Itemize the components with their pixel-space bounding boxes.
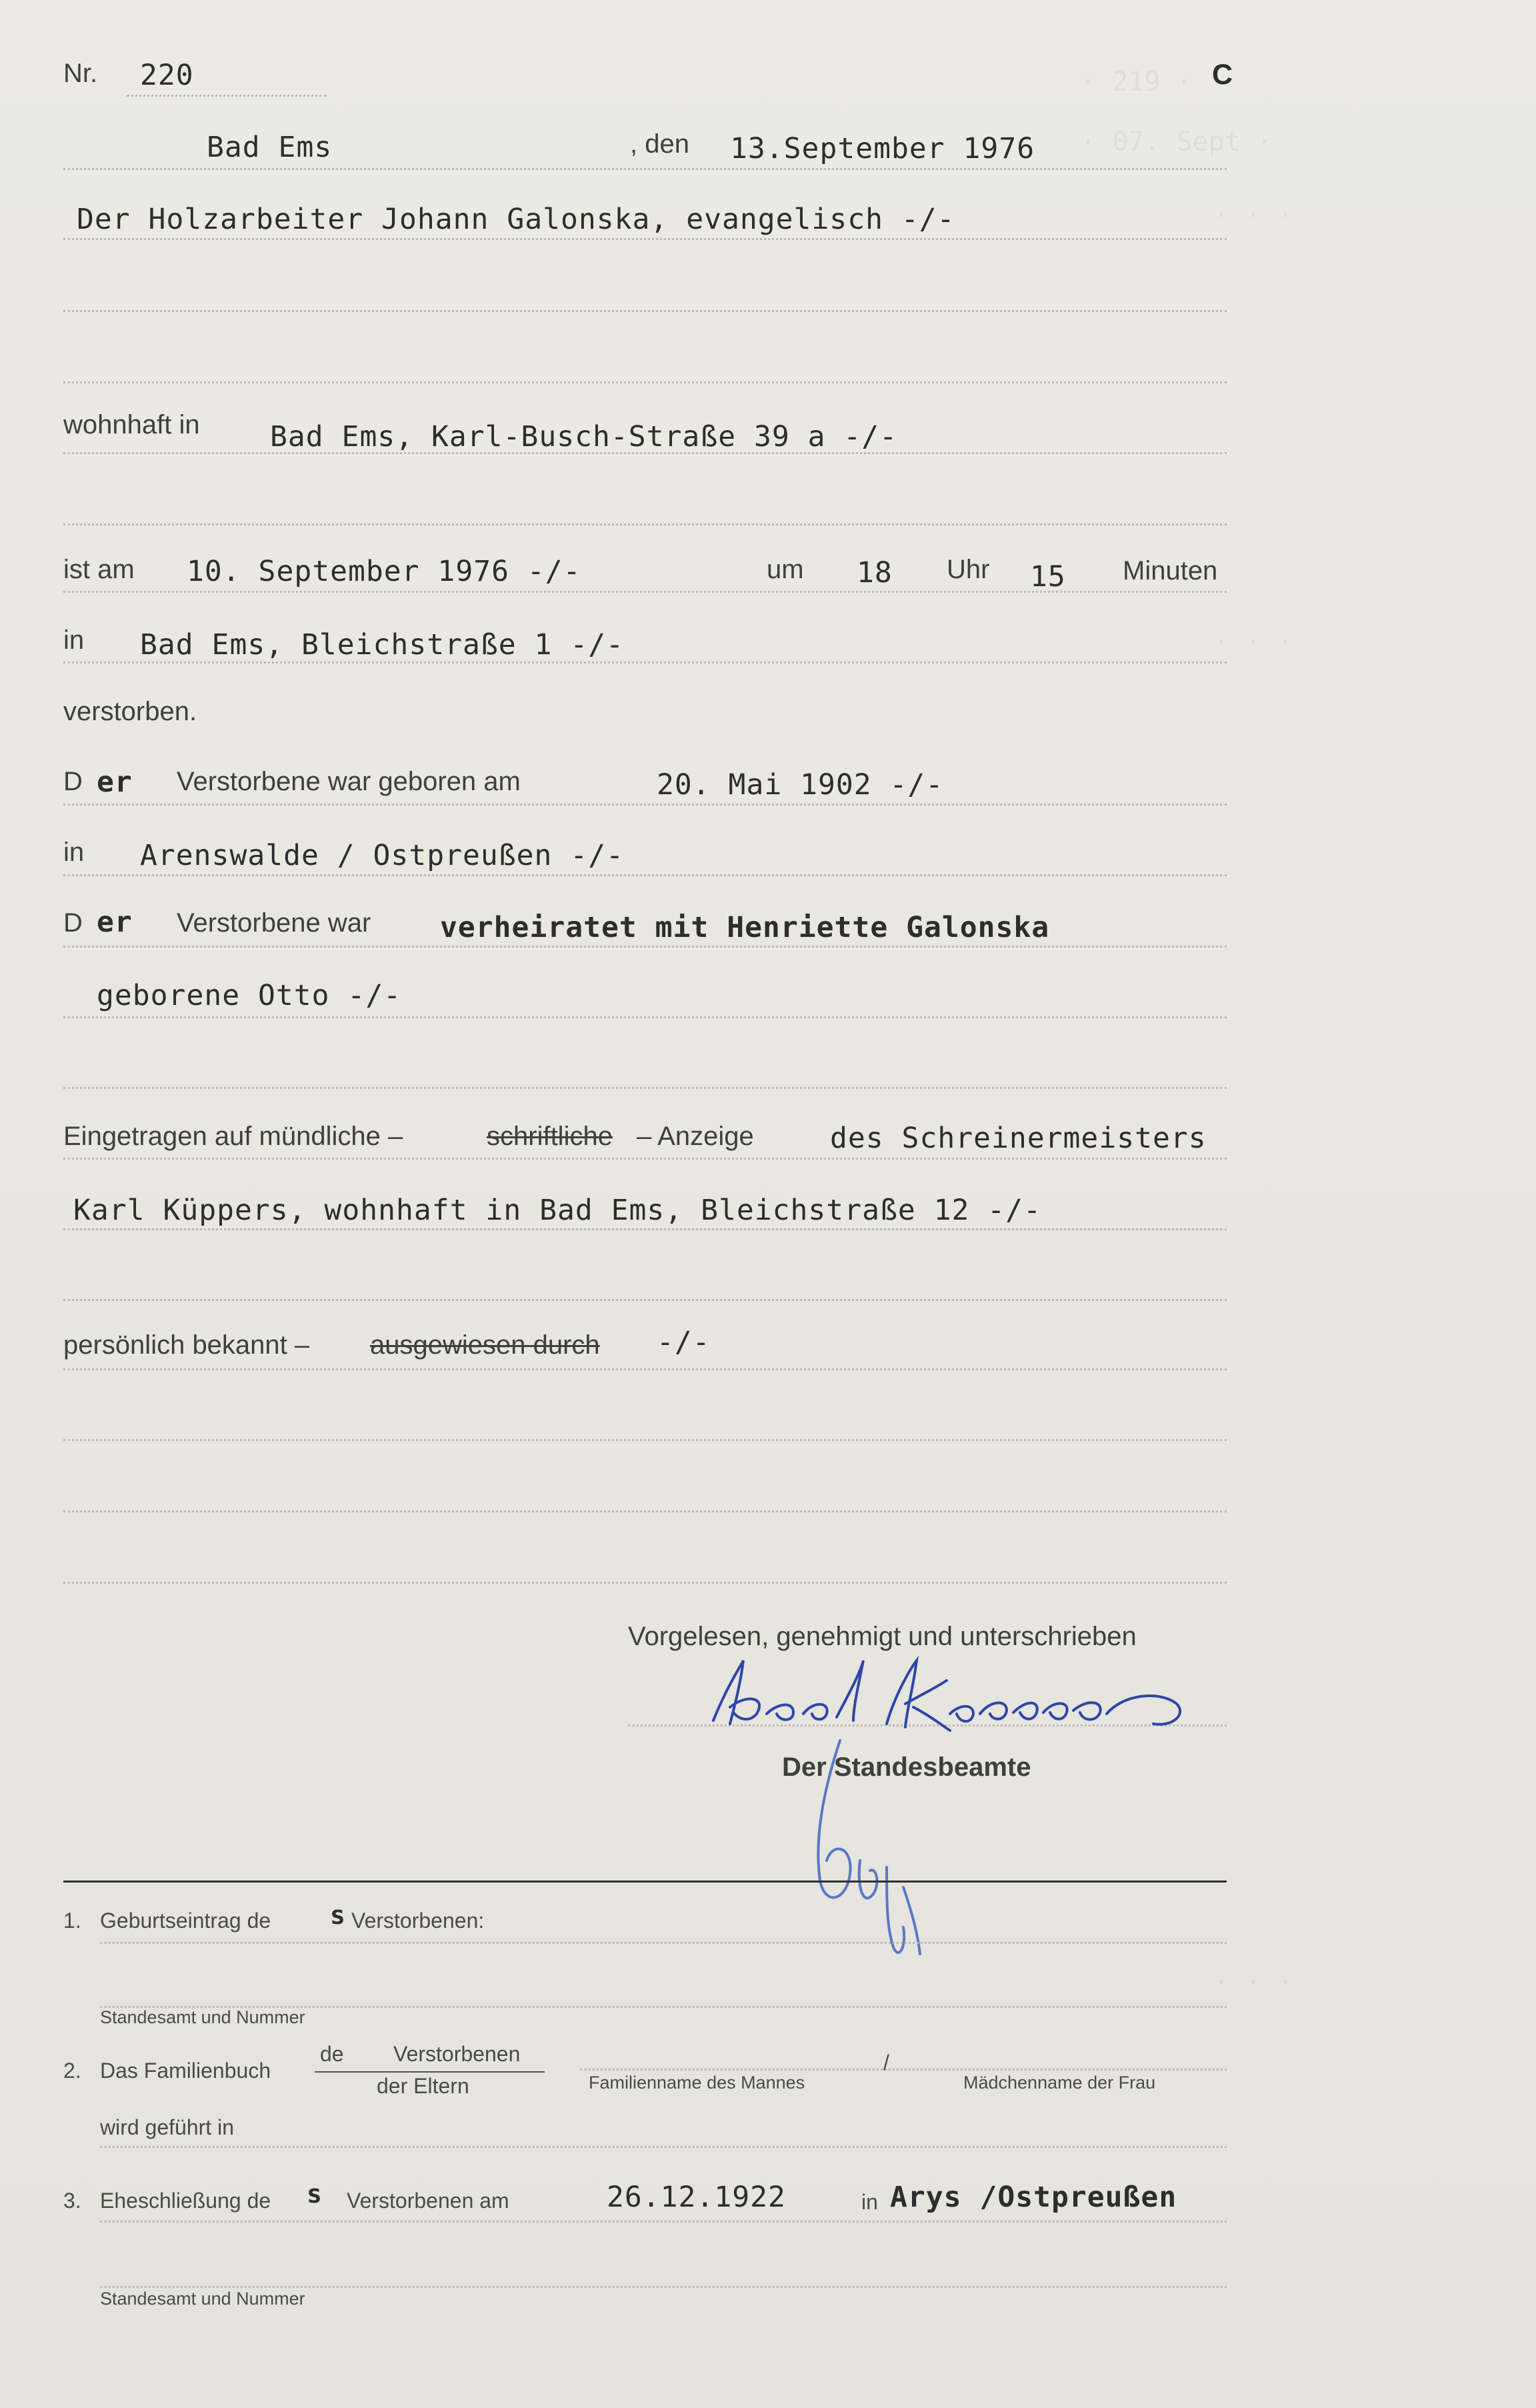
- item3-typed-s: s: [307, 2179, 323, 2209]
- informant-name: Karl Küppers, wohnhaft in Bad Ems, Bleichstraße 12 -/-: [73, 1194, 1041, 1227]
- marriage-date: 26.12.1922: [607, 2181, 786, 2214]
- rule: [63, 946, 1227, 948]
- standesbeamte-label: Der Standesbeamte: [782, 1752, 1031, 1782]
- footer-divider: [63, 1881, 1227, 1883]
- rule: [100, 2146, 1227, 2148]
- bekannt-value: -/-: [657, 1326, 711, 1359]
- der-prefix: D: [63, 767, 83, 796]
- item2-de: de: [320, 2042, 344, 2066]
- rule: [63, 381, 1227, 383]
- item-number: 2.: [63, 2059, 81, 2083]
- den-label: , den: [630, 129, 689, 159]
- eheschliessung-label: Eheschließung de: [100, 2189, 271, 2213]
- familienbuch-label: Das Familienbuch: [100, 2059, 271, 2083]
- show-through-decoration: · · ·: [1213, 627, 1294, 658]
- gender-typed: er: [97, 766, 133, 799]
- marriage-place: Arys /Ostpreußen: [890, 2181, 1177, 2214]
- corner-letter: C: [1212, 59, 1234, 91]
- registrar-signature: [787, 1727, 947, 1967]
- in-label: in: [63, 838, 85, 867]
- standesamt-label: Standesamt und Nummer: [100, 2289, 305, 2309]
- death-place: Bad Ems, Bleichstraße 1 -/-: [140, 628, 624, 662]
- death-minutes: 15: [1030, 560, 1066, 593]
- minuten-label: Minuten: [1123, 556, 1218, 585]
- rule: [63, 591, 1227, 593]
- deceased-address: Bad Ems, Karl-Busch-Straße 39 a -/-: [270, 420, 898, 453]
- deceased-person: Der Holzarbeiter Johann Galonska, evangelisch -/-: [77, 203, 955, 236]
- rule: [63, 662, 1227, 664]
- slash: /: [883, 2051, 889, 2075]
- rule: [63, 1158, 1227, 1160]
- rule: [63, 452, 1227, 454]
- item-number: 1.: [63, 1909, 81, 1933]
- rule: [63, 804, 1227, 806]
- wohnhaft-label: wohnhaft in: [63, 410, 200, 439]
- bekannt-label: persönlich bekannt –: [63, 1330, 310, 1360]
- rule: [63, 1016, 1227, 1018]
- place-of-registration: Bad Ems: [207, 131, 333, 164]
- item2-eltern: der Eltern: [377, 2074, 469, 2098]
- rule: [580, 2069, 1227, 2071]
- fraction-line: [315, 2071, 545, 2073]
- rule: [100, 1942, 1227, 1944]
- nr-label: Nr.: [63, 59, 98, 88]
- um-label: um: [767, 555, 804, 584]
- vorgelesen-label: Vorgelesen, genehmigt und unterschrieben: [628, 1622, 1137, 1651]
- familienname-label: Familienname des Mannes: [589, 2073, 805, 2093]
- geburtseintrag-label: Geburtseintrag de: [100, 1909, 271, 1933]
- der-prefix: D: [63, 908, 83, 938]
- rule: [63, 523, 1227, 525]
- rule: [63, 1439, 1227, 1441]
- rule: [100, 2286, 1227, 2288]
- show-through-decoration: · 07. Sept ·: [1080, 127, 1273, 157]
- show-through-decoration: · · ·: [1213, 1967, 1294, 1998]
- rule: [63, 1087, 1227, 1089]
- in-label: in: [861, 2190, 878, 2214]
- verstorbenen-am-label: Verstorbenen am: [347, 2189, 509, 2213]
- death-hour: 18: [857, 556, 893, 589]
- verstorbenen-label: Verstorbenen:: [351, 1909, 485, 1933]
- eingetragen-label: Eingetragen auf mündliche –: [63, 1122, 403, 1151]
- death-date: 10. September 1976 -/-: [187, 555, 581, 588]
- gender-typed: er: [97, 906, 133, 939]
- anzeige-label: – Anzeige: [637, 1122, 754, 1151]
- rule: [63, 168, 1227, 170]
- spouse-birth-name: geborene Otto -/-: [97, 979, 402, 1012]
- item1-typed-s: s: [330, 1901, 346, 1930]
- informant-title: des Schreinermeisters: [830, 1122, 1207, 1155]
- item2-verstorbenen: Verstorbenen: [393, 2042, 521, 2066]
- rule: [63, 238, 1227, 240]
- show-through-decoration: · · ·: [1213, 200, 1294, 231]
- rule: [127, 95, 327, 97]
- registration-date: 13.September 1976: [730, 132, 1035, 165]
- maedchenname-label: Mädchenname der Frau: [963, 2073, 1156, 2093]
- rule: [63, 874, 1227, 876]
- record-number: 220: [140, 59, 194, 92]
- schriftliche-struck: schriftliche: [487, 1122, 613, 1151]
- ist-am-label: ist am: [63, 555, 135, 584]
- verstorbene-war-label: Verstorbene war: [177, 908, 371, 938]
- rule: [100, 2221, 1227, 2223]
- rule: [63, 1228, 1227, 1230]
- in-label: in: [63, 626, 85, 655]
- rule: [63, 1368, 1227, 1370]
- uhr-label: Uhr: [947, 555, 990, 584]
- ausgewiesen-struck: ausgewiesen durch: [370, 1330, 600, 1360]
- verstorben-label: verstorben.: [63, 697, 197, 726]
- standesamt-label: Standesamt und Nummer: [100, 2007, 305, 2027]
- birth-place: Arenswalde / Ostpreußen -/-: [140, 839, 624, 872]
- informant-signature: [693, 1647, 1213, 1754]
- rule: [63, 1510, 1227, 1512]
- rule: [63, 1299, 1227, 1301]
- birth-date: 20. Mai 1902 -/-: [657, 768, 944, 802]
- show-through-decoration: · 219 ·: [1080, 67, 1193, 97]
- rule: [63, 310, 1227, 312]
- marital-status: verheiratet mit Henriette Galonska: [440, 911, 1050, 944]
- geboren-label: Verstorbene war geboren am: [177, 767, 521, 796]
- rule: [63, 1582, 1227, 1584]
- item-number: 3.: [63, 2189, 81, 2213]
- wird-gefuehrt-label: wird geführt in: [100, 2115, 234, 2139]
